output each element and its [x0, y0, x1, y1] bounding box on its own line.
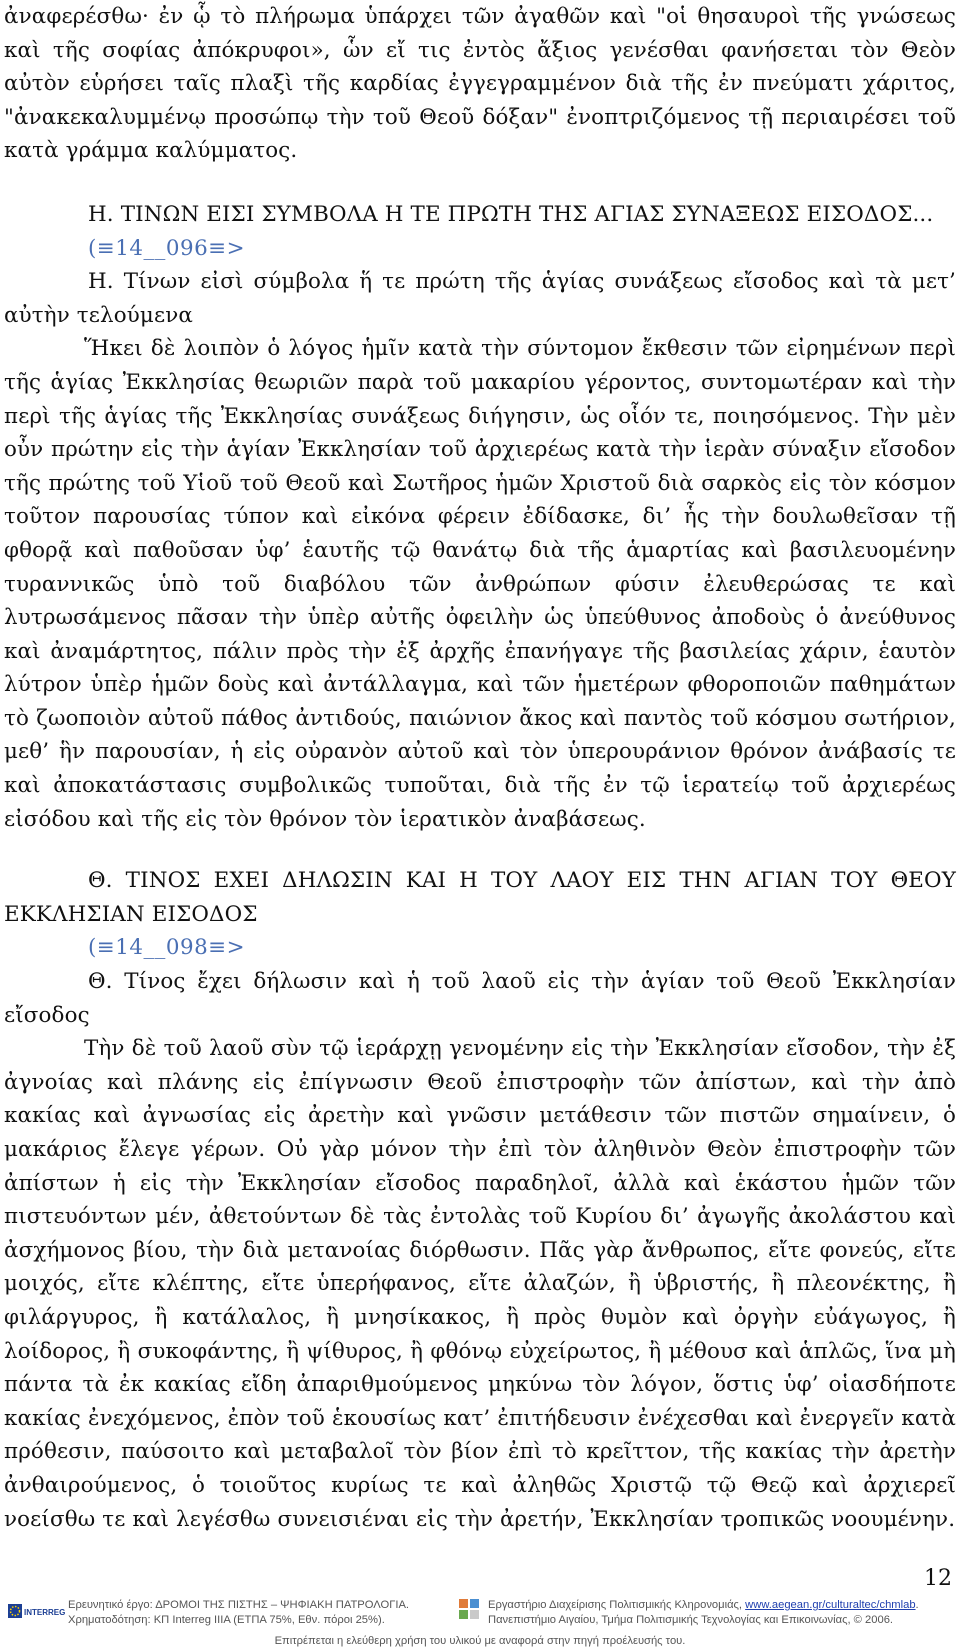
footer-lab-link[interactable]: www.aegean.gr/culturaltec/chmlab [745, 1599, 916, 1611]
footer-link-dot: . [915, 1599, 919, 1611]
spacer [4, 836, 956, 864]
page-footer [0, 1592, 960, 1651]
page-number: 12 [924, 1566, 952, 1591]
reference-link-h[interactable]: (≡14__096≡> [88, 235, 246, 261]
body-text [4, 0, 956, 1536]
footer-funding-line: Χρηματοδότηση: ΚΠ Interreg IIIA (ΕΤΠΑ 75%, Εθν. πόροι 25%). [68, 1614, 385, 1626]
footer-project-info [68, 1598, 448, 1628]
section-heading-th: Θ. ΤΙΝΟΣ ΕΧΕΙ ΔΗΛΩΣΙΝ ΚΑΙ Η ΤΟΥ ΛΑΟΥ ΕΙΣ ΤΗΝ ΑΓΙΑΝ ΤΟΥ ΘΕΟΥ ΕΚΚΛΗΣΙΑΝ ΕΙΣΟΔΟΣ [4, 868, 956, 927]
section-heading-h: Η. ΤΙΝΩΝ ΕΙΣΙ ΣΥΜΒΟΛΑ Η ΤΕ ΠΡΩΤΗ ΤΗΣ ΑΓΙΑΣ ΣΥΝΑΞΕΩΣ ΕΙΣΟΔΟΣ... [88, 201, 934, 227]
paragraph-intro: ἀναφερέσθω· ἐν ᾧ τὸ πλήρωμα ὑπάρχει τῶν ἀγαθῶν καὶ "οἱ θησαυροὶ τῆς γνώσεως καὶ τῆς σοφίας ἀπόκρυφοι», ὧν εἴ τις ἐντὸς ἄξιος γενέσθαι φανήσεται τὸν Θεὸν αὐτὸν εὑρήσει ταῖς πλαξὶ τῆς καρδίας ἐγγεγραμμένον διὰ τῆς ἐν πνεύματι χάριτος, "ἀνακεκαλυμμένῳ προσώπῳ τὴν τοῦ Θεοῦ δόξαν" ἐνοπτριζόμενος τῇ περιαιρέσει τοῦ κατὰ γράμμα καλύμματος. [4, 4, 956, 164]
footer-license: Επιτρέπεται η ελεύθερη χρήση του υλικού με αναφορά στην πηγή προέλευσής του. [274, 1635, 686, 1647]
footer-lab-name: Εργαστήριο Διαχείρισης Πολιτισμικής Κληρονομιάς, [488, 1599, 743, 1611]
footer-lab-line [488, 1598, 958, 1613]
reference-link-th[interactable]: (≡14__098≡> [88, 935, 246, 961]
footer-university-line: Πανεπιστήμιο Αιγαίου, Τμήμα Πολιτισμικής Τεχνολογίας και Επικοινωνίας, © 2006. [488, 1614, 894, 1626]
paragraph-th-body: Τὴν δὲ τοῦ λαοῦ σὺν τῷ ἱεράρχῃ γενομένην εἰς τὴν Ἐκκλησίαν εἴσοδον, τὴν ἐξ ἀγνοίας καὶ πλάνης εἰς ἐπίγνωσιν Θεοῦ ἐπιστροφὴν τῶν ἀπίστων, καὶ τὴν ἀπὸ κακίας καὶ ἀγνωσίας εἰς ἀρετὴν καὶ γνῶσιν μετάθεσιν τῶν πιστῶν σημαίνειν, ὁ μακάριος ἔλεγε γέρων. Οὐ γὰρ μόνον τὴν ἐπὶ τὸν ἀληθινὸν Θεὸν ἐπιστροφὴν τῶν ἀπίστων ἡ εἰς τὴν Ἐκκλησίαν εἴσοδος παραδηλοῖ, ἀλλὰ καὶ ἑκάστου ἡμῶν τῶν πιστευόντων μέν, ἀθετούντων δὲ τὰς ἐντολὰς τοῦ Κυρίου δι’ ἀγωγῆς ἀκολάστου καὶ ἀσχήμονος βίου, τὴν διὰ μετανοίας διόρθωσιν. Πᾶς γὰρ ἄνθρωπος, εἴτε φονεύς, εἴτε μοιχός, εἴτε κλέπτης, εἴτε ὑπερήφανος, εἴτε ἀλαζών, ἢ ὑβριστής, ἢ πλεονέκτης, ἢ φιλάργυρος, ἢ κατάλαλος, ἢ μνησίκακος, ἢ πρὸς θυμὸν καὶ ὀργὴν εὐάγωγος, ἢ λοίδορος, ἢ συκοφάντης, ἢ ψίθυρος, ἢ φθόνῳ εὐχείρωτος, ἢ μέθουσ καὶ ἁπλῶς, ἵνα μὴ πάντα τὰ ἐκ κακίας εἴδη ἀπαριθμούμενος μηκύνω τὸν λόγον, ὅστις ὑφ’ οἱασδήποτε κακίας ἐνεχόμενος, ἐπὸν τοῦ ἑκουσίως κατ’ ἐπιτήδευσιν ἐνέχεσθαι καὶ ἐνεργεῖν κατὰ πρόθεσιν, παύσοιτο καὶ μεταβαλοῖ τὸν βίον ἐπὶ τὸ κρεῖττον, τῆς κακίας τὴν ἀρετὴν ἀνθαιρούμενος, ὁ τοιοῦτος κυρίως τε καὶ ἀληθῶς Χριστῷ τῷ Θεῷ καὶ ἀρχιερεῖ νοείσθω τε καὶ λεγέσθω συνεισιέναι εἰς τὴν ἀρετήν, Ἐκκλησίαν τροπικῶς νοουμένην. [4, 1036, 956, 1532]
section-subheading-h: Η. Τίνων εἰσὶ σύμβολα ἥ τε πρώτη τῆς ἁγίας συνάξεως εἴσοδος καὶ τὰ μετ’ αὐτὴν τελούμενα [4, 269, 956, 328]
interreg-logo-icon [8, 1600, 66, 1622]
lab-logo-icon [458, 1598, 480, 1620]
paragraph-h-body: Ἥκει δὲ λοιπὸν ὁ λόγος ἡμῖν κατὰ τὴν σύντομον ἔκθεσιν τῶν εἰρημένων περὶ τῆς ἁγίας Ἐκκλησίας θεωριῶν παρὰ τοῦ μακαρίου γέροντος, συντομωτέραν καὶ τὴν περὶ τῆς ἁγίας τῆς Ἐκκλησίας συνάξεως διήγησιν, ὡς οἷόν τε, ποιησόμενος. Τὴν μὲν οὖν πρώτην εἰς τὴν ἁγίαν Ἐκκλησίαν τοῦ ἀρχιερέως κατὰ τὴν ἱερὰν σύναξιν εἴσοδον τῆς πρώτης τοῦ Υἱοῦ τοῦ Θεοῦ καὶ Σωτῆρος ἡμῶν Χριστοῦ διὰ σαρκὸς εἰς τὸν κόσμον τοῦτον παρουσίας τύπον καὶ εἰκόνα φέρειν ἐδίδασκε, δι’ ἧς τὴν δουλωθεῖσαν τῇ φθορᾷ καὶ παθοῦσαν ὑφ’ ἑαυτῆς τῷ θανάτῳ διὰ τῆς ἁμαρτίας καὶ βασιλευομένην τυραννικῶς ὑπὸ τοῦ διαβόλου τῶν ἀνθρώπων φύσιν ἐλευθερώσας τε καὶ λυτρωσάμενος πᾶσαν τὴν ὑπὲρ αὐτῆς ὀφειλὴν ὡς ὑπεύθυνος ἀποδοὺς ὁ ἀνεύθυνος καὶ ἀναμάρτητος, πάλιν πρὸς τὴν ἐξ ἀρχῆς ἐπανήγαγε τῆς βασιλείας χάριν, ἑαυτὸν λύτρον ὑπὲρ ἡμῶν δοὺς καὶ ἀντάλλαγμα, καὶ τῶν ἡμετέρων φθοροποιῶν παθημάτων τὸ ζωοποιὸν αὐτοῦ πάθος ἀντιδούς, παιώνιον ἄκος καὶ παντὸς τοῦ κόσμου σωτήριον, μεθ’ ἣν παρουσίαν, ἡ εἰς οὐρανὸν αὐτοῦ καὶ τὸν ὑπερουράνιον θρόνον ἀνάβασίς τε καὶ ἀποκατάστασις συμβολικῶς τυποῦται, διὰ τῆς ἐν τῷ ἱερατείῳ τοῦ ἀρχιερέως εἰσόδου καὶ τῆς εἰς τὸν θρόνον τὸν ἱερατικὸν ἀναβάσεως. [4, 336, 956, 832]
logo-text: INTERREG [24, 1608, 66, 1617]
footer-lab-info [488, 1598, 958, 1628]
section-subheading-th: Θ. Τίνος ἔχει δήλωσιν καὶ ἡ τοῦ λαοῦ εἰς τὴν ἁγίαν τοῦ Θεοῦ Ἐκκλησίαν εἴσοδος [4, 969, 956, 1028]
footer-project-line: Ερευνητικό έργο: ΔΡΟΜΟΙ ΤΗΣ ΠΙΣΤΗΣ – ΨΗΦΙΑΚΗ ΠΑΤΡΟΛΟΓΙΑ. [68, 1599, 410, 1611]
